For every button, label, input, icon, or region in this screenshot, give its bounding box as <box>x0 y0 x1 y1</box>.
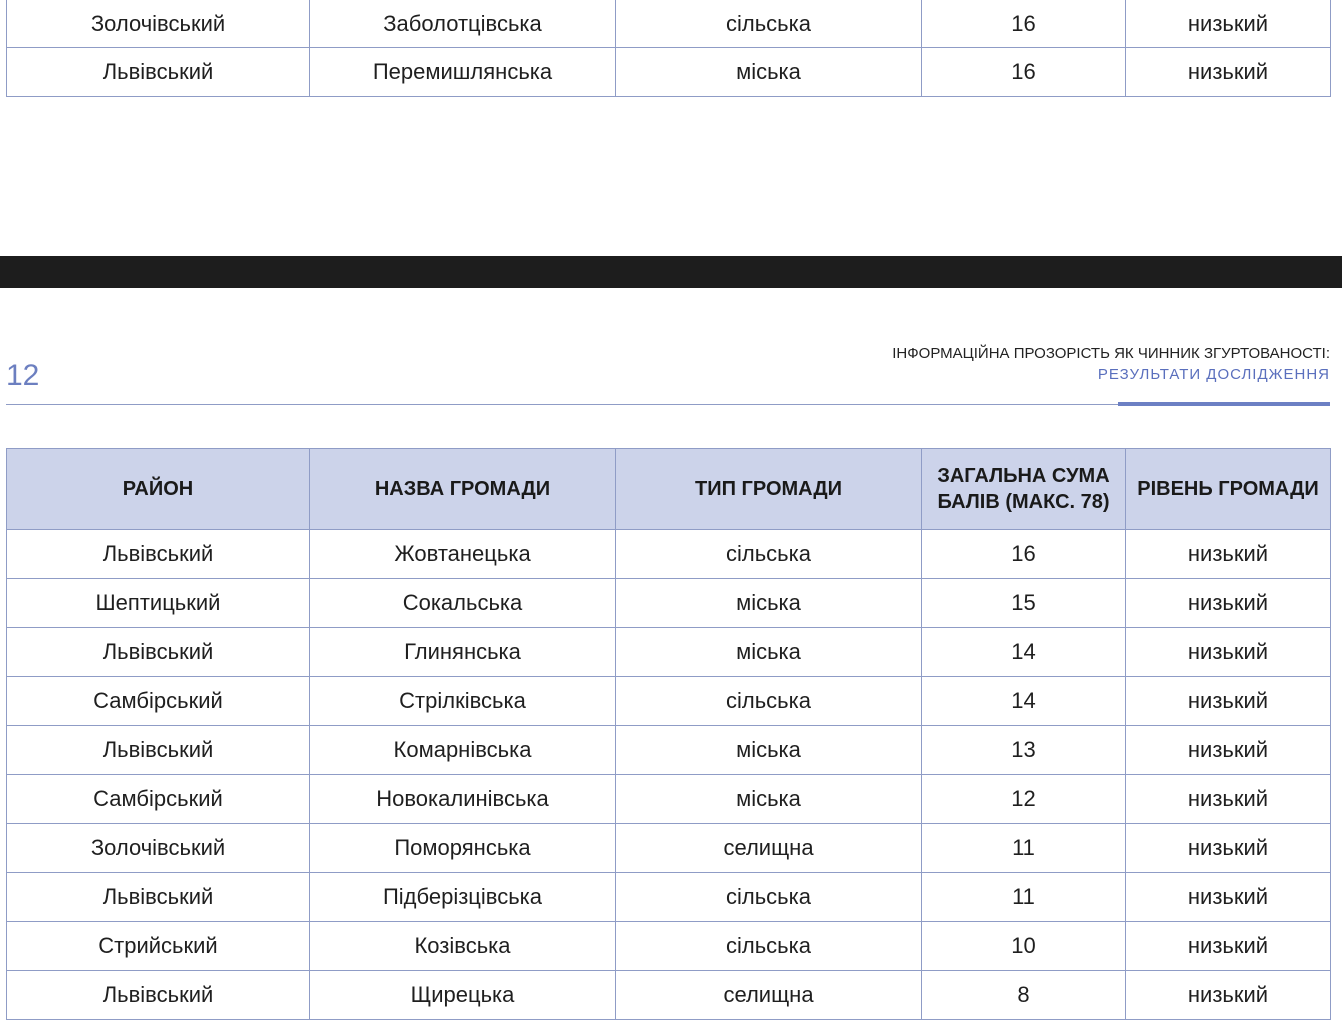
district-cell: Львівський <box>7 530 310 579</box>
district-cell: Самбірський <box>7 677 310 726</box>
district-cell: Львівський <box>7 971 310 1020</box>
score-cell: 8 <box>922 971 1126 1020</box>
community-cell: Глинянська <box>310 628 616 677</box>
level-cell: низький <box>1126 726 1331 775</box>
table-row <box>7 971 1331 1020</box>
type-cell: сільська <box>616 677 922 726</box>
table-row <box>7 873 1331 922</box>
type-cell: селищна <box>616 824 922 873</box>
district-cell: Самбірський <box>7 775 310 824</box>
district-cell: Стрийський <box>7 922 310 971</box>
table-row <box>7 530 1331 579</box>
level-cell: низький <box>1126 0 1331 48</box>
score-cell: 12 <box>922 775 1126 824</box>
table-row <box>7 824 1331 873</box>
column-header-community: НАЗВА ГРОМАДИ <box>310 449 616 530</box>
score-cell: 13 <box>922 726 1126 775</box>
type-cell: сільська <box>616 530 922 579</box>
community-cell: Щирецька <box>310 971 616 1020</box>
score-cell: 16 <box>922 0 1126 48</box>
table-row <box>7 775 1331 824</box>
column-header-type: ТИП ГРОМАДИ <box>616 449 922 530</box>
community-cell: Заболотцівська <box>310 0 616 48</box>
column-header-level: РІВЕНЬ ГРОМАДИ <box>1126 449 1331 530</box>
district-cell: Золочівський <box>7 824 310 873</box>
community-cell: Жовтанецька <box>310 530 616 579</box>
community-cell: Сокальська <box>310 579 616 628</box>
type-cell: селищна <box>616 971 922 1020</box>
communities-table <box>6 448 1331 1020</box>
column-header-score: ЗАГАЛЬНА СУМА БАЛІВ (МАКС. 78) <box>922 449 1126 530</box>
community-cell: Поморянська <box>310 824 616 873</box>
level-cell: низький <box>1126 775 1331 824</box>
score-cell: 10 <box>922 922 1126 971</box>
score-cell: 16 <box>922 530 1126 579</box>
score-cell: 14 <box>922 628 1126 677</box>
level-cell: низький <box>1126 628 1331 677</box>
header-accent-bar <box>1118 402 1330 406</box>
level-cell: низький <box>1126 922 1331 971</box>
running-header-title: ІНФОРМАЦІЙНА ПРОЗОРІСТЬ ЯК ЧИННИК ЗГУРТОВАНОСТІ: <box>892 345 1330 362</box>
type-cell: міська <box>616 628 922 677</box>
table-header-row <box>7 449 1331 530</box>
score-cell: 11 <box>922 873 1126 922</box>
community-cell: Козівська <box>310 922 616 971</box>
page-break-band <box>0 256 1342 288</box>
type-cell: міська <box>616 726 922 775</box>
table-row <box>7 48 1331 97</box>
community-cell: Перемишлянська <box>310 48 616 97</box>
score-cell: 14 <box>922 677 1126 726</box>
district-cell: Львівський <box>7 726 310 775</box>
community-cell: Підберізцівська <box>310 873 616 922</box>
district-cell: Львівський <box>7 48 310 97</box>
district-cell: Львівський <box>7 628 310 677</box>
type-cell: сільська <box>616 922 922 971</box>
district-cell: Золочівський <box>7 0 310 48</box>
table-row <box>7 0 1331 48</box>
table-row <box>7 922 1331 971</box>
district-cell: Шептицький <box>7 579 310 628</box>
table-row <box>7 628 1331 677</box>
level-cell: низький <box>1126 677 1331 726</box>
table-row <box>7 579 1331 628</box>
district-cell: Львівський <box>7 873 310 922</box>
column-header-district: РАЙОН <box>7 449 310 530</box>
community-cell: Новокалинівська <box>310 775 616 824</box>
score-cell: 16 <box>922 48 1126 97</box>
running-header-subtitle: РЕЗУЛЬТАТИ ДОСЛІДЖЕННЯ <box>1097 366 1330 383</box>
level-cell: низький <box>1126 824 1331 873</box>
score-cell: 15 <box>922 579 1126 628</box>
level-cell: низький <box>1126 971 1331 1020</box>
community-cell: Комарнівська <box>310 726 616 775</box>
type-cell: міська <box>616 48 922 97</box>
level-cell: низький <box>1126 530 1331 579</box>
level-cell: низький <box>1126 48 1331 97</box>
previous-page-table <box>6 0 1331 97</box>
type-cell: міська <box>616 775 922 824</box>
type-cell: сільська <box>616 873 922 922</box>
table-row <box>7 726 1331 775</box>
type-cell: міська <box>616 579 922 628</box>
type-cell: сільська <box>616 0 922 48</box>
score-cell: 11 <box>922 824 1126 873</box>
level-cell: низький <box>1126 873 1331 922</box>
table-row <box>7 677 1331 726</box>
community-cell: Стрілківська <box>310 677 616 726</box>
page-number: 12 <box>6 359 40 392</box>
level-cell: низький <box>1126 579 1331 628</box>
